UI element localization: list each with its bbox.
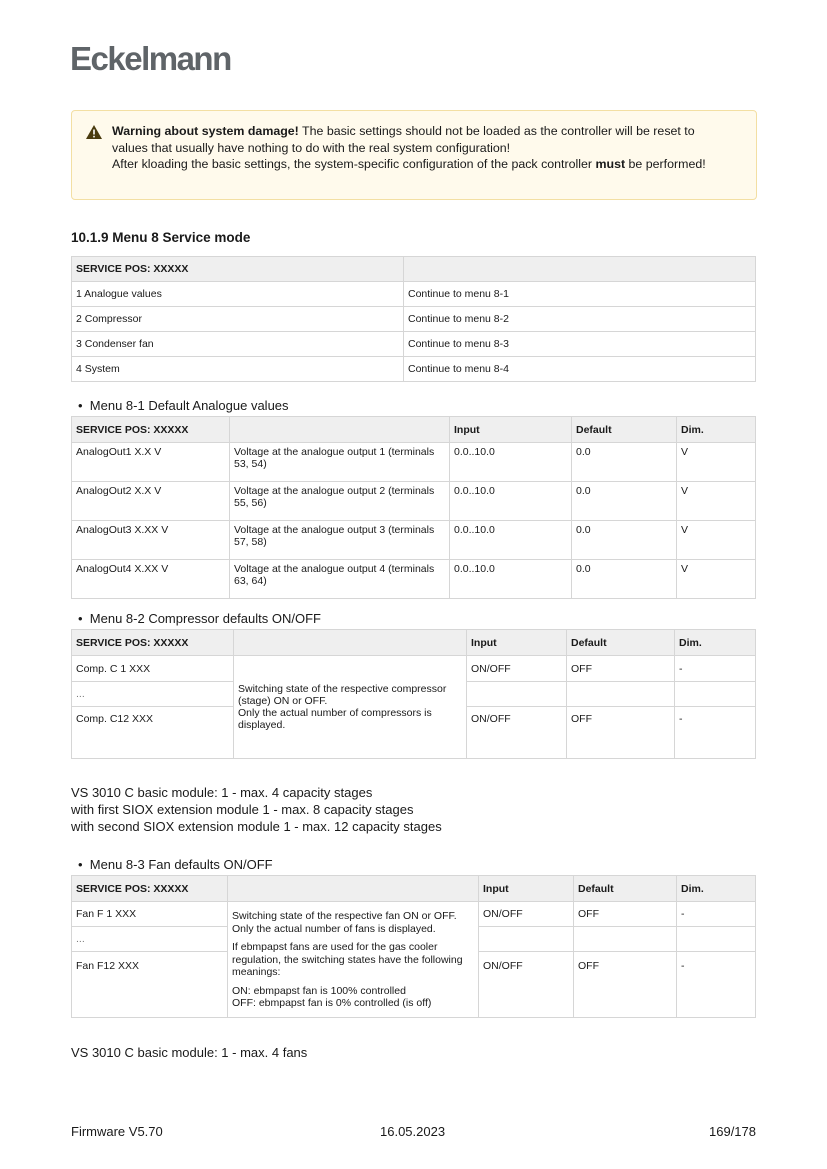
table-header: Default	[574, 876, 677, 902]
cell: OFF	[567, 707, 675, 759]
cell: ON/OFF	[467, 707, 567, 759]
analogue-values-table	[71, 416, 756, 599]
cell: OFF	[574, 902, 677, 927]
cell: Continue to menu 8-4	[404, 357, 756, 382]
cell: 0.0..10.0	[450, 443, 572, 482]
bullet-menu-8-3: • Menu 8-3 Fan defaults ON/OFF	[78, 857, 273, 872]
cell: 0.0..10.0	[450, 482, 572, 521]
cell: 0.0	[572, 443, 677, 482]
bullet-text: Menu 8-1 Default Analogue values	[89, 398, 289, 413]
desc: Switching state of the respective fan ON or OFF. Only the actual number of fans is displayed.	[232, 910, 457, 935]
cell: 4 System	[72, 357, 404, 382]
table-row	[72, 482, 756, 521]
table-header: SERVICE POS: XXXXX	[72, 876, 228, 902]
cell	[567, 682, 675, 707]
table-header	[230, 417, 450, 443]
fans-note: VS 3010 C basic module: 1 - max. 4 fans	[71, 1045, 308, 1060]
bullet-text: Menu 8-3 Fan defaults ON/OFF	[89, 857, 273, 872]
desc: OFF: ebmpapst fan is 0% controlled (is off)	[232, 997, 432, 1009]
table-header: Input	[450, 417, 572, 443]
cell: ON/OFF	[467, 656, 567, 682]
warning-line1: The basic settings should not be loaded as the controller will be reset to values that usually have nothing to do with the real system configuration!	[112, 124, 695, 155]
description-cell	[228, 902, 479, 1018]
cell: 0.0	[572, 482, 677, 521]
cell: AnalogOut4 X.XX V	[72, 560, 230, 599]
cell: 2 Compressor	[72, 307, 404, 332]
cell: V	[677, 443, 756, 482]
table-header	[228, 876, 479, 902]
cell: Comp. C12 XXX	[72, 707, 234, 759]
note-line: VS 3010 C basic module: 1 - max. 4 capacity stages	[71, 785, 373, 800]
cell: 0.0	[572, 560, 677, 599]
cell: Voltage at the analogue output 1 (terminals 53, 54)	[230, 443, 450, 482]
warning-box	[71, 110, 757, 200]
cell: Voltage at the analogue output 2 (terminals 55, 56)	[230, 482, 450, 521]
fan-defaults-table	[71, 875, 756, 1018]
cell	[467, 682, 567, 707]
table-header: Default	[567, 630, 675, 656]
note-line: with first SIOX extension module 1 - max. 8 capacity stages	[71, 802, 414, 817]
cell	[574, 927, 677, 952]
cell: 0.0..10.0	[450, 521, 572, 560]
table-header: Dim.	[677, 876, 756, 902]
cell: AnalogOut2 X.X V	[72, 482, 230, 521]
footer-firmware: Firmware V5.70	[71, 1124, 163, 1139]
table-header: Input	[467, 630, 567, 656]
cell: Voltage at the analogue output 3 (terminals 57, 58)	[230, 521, 450, 560]
cell: Continue to menu 8-1	[404, 282, 756, 307]
footer-date: 16.05.2023	[380, 1124, 446, 1139]
cell: AnalogOut3 X.XX V	[72, 521, 230, 560]
cell: -	[675, 656, 756, 682]
cell: Continue to menu 8-2	[404, 307, 756, 332]
cell: Fan F 1 XXX	[72, 902, 228, 927]
cell: Comp. C 1 XXX	[72, 656, 234, 682]
bullet-menu-8-2: • Menu 8-2 Compressor defaults ON/OFF	[78, 611, 321, 626]
table-row	[72, 357, 756, 382]
desc: Only the actual number of compressors is displayed.	[238, 707, 432, 731]
cell: ...	[72, 927, 228, 952]
table-row	[72, 560, 756, 599]
table-row	[72, 282, 756, 307]
capacity-stages-note	[71, 784, 442, 835]
section-title: 10.1.9 Menu 8 Service mode	[71, 230, 251, 245]
desc: ON: ebmpapst fan is 100% controlled	[232, 984, 406, 997]
cell: 3 Condenser fan	[72, 332, 404, 357]
cell: 0.0..10.0	[450, 560, 572, 599]
note-line: with second SIOX extension module 1 - max. 12 capacity stages	[71, 819, 442, 834]
service-menu-table	[71, 256, 756, 382]
cell: -	[677, 902, 756, 927]
cell: -	[675, 707, 756, 759]
warning-text	[112, 123, 732, 173]
cell: ON/OFF	[479, 952, 574, 1018]
table-header: SERVICE POS: XXXXX	[72, 630, 234, 656]
cell: OFF	[574, 952, 677, 1018]
table-row	[72, 521, 756, 560]
cell: ON/OFF	[479, 902, 574, 927]
cell: AnalogOut1 X.X V	[72, 443, 230, 482]
footer-page-number: 169/178	[709, 1124, 756, 1139]
bullet-text: Menu 8-2 Compressor defaults ON/OFF	[89, 611, 321, 626]
table-header: Dim.	[675, 630, 756, 656]
eckelmann-logo: Eckelmann	[70, 40, 231, 77]
warning-emphasis: must	[595, 157, 626, 171]
warning-line2-end: be performed!	[625, 157, 706, 171]
table-header: SERVICE POS: XXXXX	[72, 417, 230, 443]
table-header: SERVICE POS: XXXXX	[72, 257, 404, 282]
table-header	[234, 630, 467, 656]
bullet-menu-8-1: • Menu 8-1 Default Analogue values	[78, 398, 289, 413]
cell: Continue to menu 8-3	[404, 332, 756, 357]
warning-icon	[86, 125, 102, 139]
table-row	[72, 443, 756, 482]
cell: ...	[72, 682, 234, 707]
cell: Voltage at the analogue output 4 (terminals 63, 64)	[230, 560, 450, 599]
compressor-defaults-table	[71, 629, 756, 759]
warning-line2: After kloading the basic settings, the system-specific configuration of the pack controller	[112, 157, 596, 171]
cell: 1 Analogue values	[72, 282, 404, 307]
cell: 0.0	[572, 521, 677, 560]
table-header: Dim.	[677, 417, 756, 443]
desc: If ebmpapst fans are used for the gas cooler regulation, the switching states have the following meanings:	[232, 941, 463, 978]
cell: Fan F12 XXX	[72, 952, 228, 1018]
table-header: Default	[572, 417, 677, 443]
table-row	[72, 902, 756, 927]
cell: V	[677, 482, 756, 521]
cell	[677, 927, 756, 952]
table-row	[72, 332, 756, 357]
warning-title: Warning about system damage!	[112, 124, 299, 138]
cell: V	[677, 521, 756, 560]
cell	[479, 927, 574, 952]
cell: OFF	[567, 656, 675, 682]
cell: -	[677, 952, 756, 1018]
table-row	[72, 656, 756, 682]
table-header: Input	[479, 876, 574, 902]
cell: V	[677, 560, 756, 599]
table-header	[404, 257, 756, 282]
cell	[675, 682, 756, 707]
description-cell	[234, 656, 467, 759]
table-row	[72, 307, 756, 332]
desc: Switching state of the respective compressor (stage) ON or OFF.	[238, 683, 447, 707]
